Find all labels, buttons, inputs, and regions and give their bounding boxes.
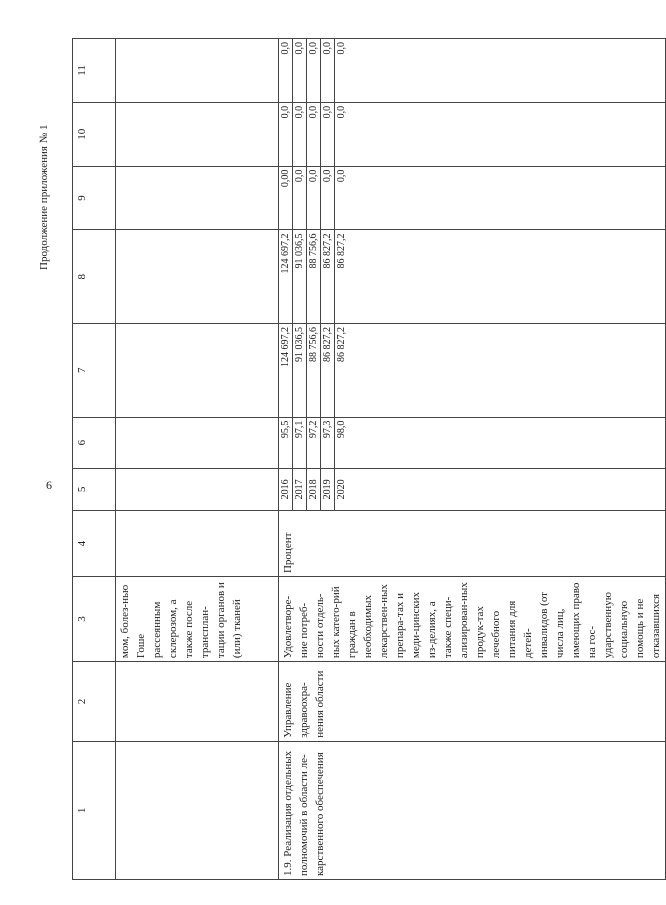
header-row: [73, 39, 116, 880]
year: 2016: [279, 469, 293, 511]
col10-cell: [279, 102, 666, 166]
amount: 0,0: [307, 103, 321, 166]
row-executor: Управление здравоохра-нения области: [279, 662, 666, 742]
continuation-text: мом, болез-нью Гоше рассеянным склерозом, а также после трансплан-тации органов и (или) тканей: [116, 577, 279, 662]
col-header: 1: [73, 741, 116, 879]
col8-cell: [279, 230, 666, 324]
year: 2020: [336, 479, 347, 500]
year: 2018: [307, 469, 321, 511]
amount: 0,0: [336, 169, 347, 183]
col7-cell: [279, 324, 666, 418]
amount: 0,0: [293, 103, 307, 166]
value: 98,0: [336, 420, 347, 439]
amount: 124 697,2: [279, 324, 293, 417]
continuation-row: [116, 39, 279, 880]
amount: 0,0: [279, 39, 293, 102]
row-indicator: Удовлетворе-ние потреб-ности отдель-ных катего-рий граждан в необходимых лекарствен-ных препара-тах и меди-цинских из-делиях, а также специ-ализирован-ных продук-тах лечебного питания для детей-инвалидов (от числа лиц, имеющих право на гос-ударственную социальную помощь и не отказавшихся: [279, 577, 666, 662]
appendix-note: Продолжение приложения № 1: [38, 124, 50, 270]
value: 97,1: [293, 418, 307, 468]
amount: 91 036,5: [293, 230, 307, 323]
rotated-table-sheet: [72, 38, 662, 880]
col-header: 2: [73, 662, 116, 742]
amount: 0,0: [293, 167, 307, 230]
amount: 86 827,2: [336, 233, 347, 269]
amount: 0,00: [279, 167, 293, 230]
year: 2017: [293, 469, 307, 511]
col-header: 10: [73, 102, 116, 166]
amount: 0,0: [279, 103, 293, 166]
year: 2019: [321, 469, 335, 511]
amount: 0,0: [321, 167, 335, 230]
row-unit: Процент: [279, 511, 666, 577]
page-number: 6: [46, 478, 52, 492]
amount: 0,0: [307, 167, 321, 230]
col-header: 9: [73, 166, 116, 230]
amount: 86 827,2: [336, 327, 347, 362]
years-cell: [279, 468, 666, 511]
col-header: 11: [73, 39, 116, 103]
value: 97,3: [321, 418, 335, 468]
col-header: 4: [73, 511, 116, 577]
amount: 88 756,6: [307, 230, 321, 323]
amount: 0,0: [321, 103, 335, 166]
amount: 0,0: [307, 39, 321, 102]
value: 97,2: [307, 418, 321, 468]
amount: 88 756,6: [307, 324, 321, 417]
col9-cell: [279, 166, 666, 230]
col-header: 5: [73, 468, 116, 511]
amount: 86 827,2: [321, 230, 335, 323]
col-header: 7: [73, 324, 116, 418]
value: 95,5: [279, 418, 293, 468]
col-header: 3: [73, 577, 116, 662]
values-cell: [279, 417, 666, 468]
col-header: 6: [73, 417, 116, 468]
amount: 86 827,2: [321, 324, 335, 417]
amount: 0,0: [293, 39, 307, 102]
amount: 0,0: [336, 42, 347, 55]
amount: 0,0: [321, 39, 335, 102]
amount: 124 697,2: [279, 230, 293, 323]
amount: 91 036,5: [293, 324, 307, 417]
col11-cell: [279, 39, 666, 103]
budget-table: [72, 38, 666, 880]
amount: 0,0: [336, 105, 347, 119]
table-row: [279, 39, 666, 880]
row-name: 1.9. Реализация отдельных полномочий в области ле-карственного обеспечения: [279, 741, 666, 879]
col-header: 8: [73, 230, 116, 324]
